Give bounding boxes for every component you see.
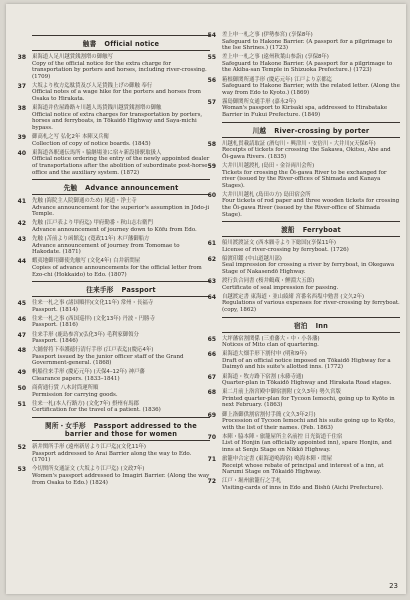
entry-english-title: Receipt whose rebate of principal and interest of a inn, at Narumi Stage on Tōkaidō Highway. bbox=[222, 462, 384, 476]
entry-japanese-title: 東海道大畑手形下割付申 (明和9年) bbox=[222, 351, 307, 358]
entry-english-title: Four tickets of rod paper and three wooden tickets for crossing the Ōi-gawa River (issued by the River-office of Shimada Stage). bbox=[222, 198, 400, 218]
entry-english-title: Safeguard to Hakone Barrier. (A passport for a pilgrimage to the Akiba-san Temple in Shizuoka Prefecture.) (1723) bbox=[222, 60, 393, 74]
catalog-entry bbox=[17, 444, 210, 464]
section-heading bbox=[32, 35, 210, 51]
entry-number: 69 bbox=[207, 411, 216, 419]
catalog-entry bbox=[207, 373, 400, 387]
catalog-entry bbox=[207, 335, 400, 349]
entry-japanese-title: 大坪藩宿割関係 (三重藩大・中・小各藩) bbox=[222, 335, 320, 342]
catalog-entry bbox=[17, 300, 210, 313]
entry-japanese-title: 箱根御関所通手形 (慶応元年) 江戸より京都迄 bbox=[222, 76, 333, 83]
catalog-entry bbox=[17, 149, 210, 176]
entry-japanese-title: 先触 (江戸表より甲府迄) 甲府勤番・秋山志右衛門 bbox=[32, 220, 153, 227]
entry-english-title: Visiting-cards of inns in Edo and Bishū (Aichi Prefecture). bbox=[222, 484, 384, 491]
entry-english-title: Safeguard to Hakone Barrier. (A passport for a pilgrimage to the Ise Shrines.) (1723) bbox=[222, 38, 393, 52]
catalog-entry bbox=[207, 478, 400, 491]
catalog-entry bbox=[17, 54, 210, 80]
section-heading-jp: 宿泊 bbox=[293, 321, 308, 330]
entry-number: 58 bbox=[207, 140, 216, 148]
entry-english-title: Draft of an official notice imposed on Tōkaidō Highway for a Daimyō and his suite's allotted inns. (1772) bbox=[222, 357, 391, 371]
entry-japanese-title: 渡行負合同書 (桜井鶴蔵・鯉淵大五郎) bbox=[222, 278, 315, 285]
entry-number: 54 bbox=[207, 32, 216, 39]
section-heading bbox=[222, 221, 400, 237]
entry-japanese-title: 大井川川越札 (島田の方) 島田宿会所 bbox=[222, 191, 311, 198]
entry-english-title: Passport. (1816) bbox=[32, 322, 78, 329]
catalog-entry bbox=[207, 411, 400, 432]
entry-japanese-title: 東海道并佐屋路路々川越人馬賃銭川越賃銭割増の御触 bbox=[32, 105, 162, 112]
catalog-entry bbox=[207, 140, 400, 161]
section-heading-jp: 触書 bbox=[82, 40, 97, 48]
entry-number: 62 bbox=[207, 255, 216, 263]
section-heading-en: Inn bbox=[315, 321, 329, 330]
catalog-entry bbox=[207, 32, 400, 52]
entry-japanese-title: 帆船往来手形 (慶応元年) (天保4–12年) 神戸藩 bbox=[32, 369, 145, 376]
entry-number: 41 bbox=[17, 198, 26, 206]
catalog-entry bbox=[207, 293, 400, 314]
section-heading-jp: 先触 bbox=[63, 184, 78, 193]
entry-english-title: Receipts of tickets for crossing the Sakawa, Okitsu, Abe and Ōi-gawa Rivers. (1835) bbox=[222, 147, 391, 160]
entry-english-title: Certification for the travel of a patient. (1836) bbox=[32, 407, 161, 414]
entry-japanese-title: 旅籠申合定書 (東海道鳴海宿) 鳴海本陣・問屋 bbox=[222, 456, 333, 463]
entry-english-title: Passport. (1846) bbox=[32, 338, 78, 345]
catalog-page bbox=[6, 4, 406, 594]
entry-number: 61 bbox=[207, 240, 216, 248]
entry-number: 70 bbox=[207, 433, 216, 441]
entry-number: 63 bbox=[207, 278, 216, 286]
catalog-entry bbox=[207, 433, 400, 454]
entry-japanese-title: 蝦夷地御用御使先触写 (文化4年) 白井新問屋 bbox=[32, 258, 141, 265]
catalog-entry bbox=[17, 105, 210, 131]
catalog-entry bbox=[17, 315, 210, 329]
catalog-entry bbox=[207, 456, 400, 476]
entry-japanese-title: 船渡印鑑 (中山道越川部) bbox=[222, 255, 282, 262]
entry-japanese-title: 新井関所手形 (遠州新居より江戸迄)(文化11年) bbox=[32, 444, 147, 451]
section-heading bbox=[32, 281, 210, 297]
entry-japanese-title: 御高札之写 弘化2年 本陣又兵衛 bbox=[32, 134, 109, 141]
catalog-entry bbox=[17, 466, 210, 486]
entry-english-title: Notices of Mito clan of quartering. bbox=[222, 342, 319, 349]
section-heading bbox=[32, 179, 210, 195]
entry-english-title: Procession of Tycoon Iemochi and his suite going up to Kyōto, with the list of their names. (Feb. 1863) bbox=[222, 418, 396, 431]
entry-japanese-title: 往来一札之事 (諸国順拝)(文化11年) 常州・長福寺 bbox=[32, 300, 154, 307]
entry-number: 44 bbox=[17, 258, 26, 266]
entry-english-title: Passport addressed to Arai Barrier along the way to Edo. (1701) bbox=[32, 450, 192, 464]
entry-english-title: Permission for carrying goods. bbox=[32, 391, 118, 398]
entry-english-title: Tickets for crossing the Ōi-gawa River to be exchanged for river (issued by the River-offices of Shimada and Kanaya Stages). bbox=[222, 169, 387, 189]
entry-number: 38 bbox=[17, 54, 26, 61]
entry-japanese-title: 大坂より枚方迄駄賃及び人足賃銭上げの御触 奉行 bbox=[32, 82, 153, 89]
entry-number: 67 bbox=[207, 373, 216, 381]
entry-japanese-title: 東海道人足川越賃銭割増の御触写 bbox=[32, 54, 113, 60]
left-column bbox=[17, 32, 210, 489]
entry-japanese-title: 東二月前上洛宮殿中御宿割附 (文久3年) 勢久宮版 bbox=[222, 389, 341, 396]
entry-english-title: Quarter-plan in Tōkaidō Highway and Hirakata Road stages. bbox=[222, 380, 392, 387]
entry-japanese-title: 大鋪督将下奉護徳行清行手形 (江戸表迄)(慶応4年) bbox=[32, 347, 154, 354]
entry-number: 43 bbox=[17, 236, 26, 244]
entry-japanese-title: 差上申一札之事 (遠州秋葉山参詣) (享保8年) bbox=[222, 54, 329, 61]
entry-english-title: Clearance papers. (1833–1841) bbox=[32, 376, 120, 383]
entry-japanese-title: 東海道各駅通伝馬所・脇継場並に宿々新設掛駅取扱人 bbox=[32, 149, 162, 156]
catalog-entry bbox=[207, 255, 400, 276]
entry-japanese-title: 川越札貫載請取証 (酒匂川・興津川・安倍川・大井川)(天保6年) bbox=[222, 140, 376, 147]
entry-english-title: Advance announcement of journey down to Kōfu from Edo. bbox=[32, 226, 197, 233]
entry-number: 60 bbox=[207, 191, 216, 199]
section-heading-en: River-crossing by porter bbox=[274, 126, 370, 135]
entry-number: 56 bbox=[207, 76, 216, 84]
entry-japanese-title: 東海道・牧方路下宿割 (永藤寺通) bbox=[222, 373, 304, 380]
entry-english-title: Advance announcement of journey from Tomomae to Hakodate. (1871) bbox=[32, 242, 180, 256]
entry-number: 42 bbox=[17, 220, 26, 228]
entry-japanese-title: 先触 (海院主人院御通のため) 尾道・浄土寺 bbox=[32, 198, 137, 205]
entry-number: 66 bbox=[207, 351, 216, 359]
catalog-entry bbox=[17, 385, 210, 398]
entry-number: 48 bbox=[17, 347, 26, 355]
entry-english-title: Certificate of seal impression for passing. bbox=[222, 284, 339, 291]
entry-english-title: Collection of copy of notice boards. (1845) bbox=[32, 140, 151, 147]
entry-english-title: Official notice of extra charges for transportation by porters, horses and ferryboats, in Tōkaidō Highway and Saya-michi bypass. bbox=[32, 111, 203, 131]
section-heading-jp: 関所・女手形 bbox=[45, 422, 86, 431]
section-heading-en: Passport bbox=[121, 286, 156, 295]
entry-japanese-title: 霧島御関所女通手形 (嘉永2年) bbox=[222, 98, 297, 105]
entry-number: 45 bbox=[17, 300, 26, 308]
entry-japanese-title: 往来手形 (鹿島参宮)(弘化3年) 毛利家御領分 bbox=[32, 331, 139, 338]
entry-english-title: Woman's passport to Kirisaki spa, addressed to Hirabatake Barrier in Fukui Prefecture. (1849) bbox=[222, 105, 388, 119]
entry-english-title: Regulations of various expenses for river-crossing by ferryboat. (copy, 1862) bbox=[222, 300, 400, 313]
entry-number: 55 bbox=[207, 54, 216, 62]
section-heading-en: Advance announcement bbox=[85, 184, 179, 193]
entry-english-title: Copies of advance announcements for the official letter from Ezo-chi (Hokkaido) to Edo. (1807) bbox=[32, 264, 202, 278]
page-number: 23 bbox=[389, 582, 398, 590]
entry-japanese-title: 本陣・脇本陣・旅籠屋所主名前控 日光街道千住宿 bbox=[222, 433, 343, 440]
entry-english-title: Women's passport addressed to Imagiri Barrier. (Along the way from Osaka to Edo.) (1824) bbox=[32, 472, 210, 486]
entry-number: 51 bbox=[17, 400, 26, 408]
entry-japanese-title: 自越渡定書 東海道・並山綾緒 宮番名西塩中勉書 (文久2年) bbox=[222, 293, 365, 300]
section-heading-en: Passport addressed to the barrier and those for women bbox=[64, 422, 197, 439]
catalog-entry bbox=[17, 198, 210, 218]
catalog-entry bbox=[207, 191, 400, 218]
entry-english-title: Safeguard to Hakone Barrier, with the related letter. (Along the way from Edo to Kyoto.) (1869) bbox=[222, 83, 400, 96]
entry-japanese-title: 大井川川越渡札 (島田・金谷両川会所) bbox=[222, 162, 315, 169]
entry-number: 49 bbox=[17, 369, 26, 377]
catalog-entry bbox=[207, 76, 400, 97]
catalog-entry bbox=[17, 400, 210, 414]
catalog-entry bbox=[17, 134, 210, 147]
entry-english-title: Seal impression for crossing a river by ferryboat, in Okegawa Stage of Nakasendō Highway. bbox=[222, 262, 395, 276]
catalog-entry bbox=[17, 82, 210, 103]
entry-number: 37 bbox=[17, 82, 26, 90]
right-column bbox=[207, 32, 400, 494]
entry-japanese-title: 商荷通行賃 八木封筒運所順 bbox=[32, 385, 99, 392]
entry-english-title: Copy of the official notice for the extra charge for transportation by porters and horses, including river-crossing. (1709) bbox=[32, 60, 207, 80]
entry-japanese-title: 往来一札(本人行路方) (文化7年) 摂州有馬郡 bbox=[32, 400, 139, 407]
section-heading-en: Ferryboat bbox=[302, 226, 341, 235]
entry-number: 50 bbox=[17, 385, 26, 393]
catalog-entry bbox=[207, 98, 400, 119]
section-heading-jp: 川越 bbox=[252, 126, 267, 135]
section-heading bbox=[222, 122, 400, 138]
entry-number: 53 bbox=[17, 466, 26, 474]
entry-english-title: Official notice ordering the entry of the newly appointed dealer of transportations after the abolition of subordinate post-horse office and the auxiliary system. (1872) bbox=[32, 156, 210, 176]
entry-number: 71 bbox=[207, 456, 216, 464]
entry-number: 64 bbox=[207, 293, 216, 301]
section-heading-jp: 渡船 bbox=[281, 226, 295, 235]
entry-japanese-title: 先触 (苫前より函館迄) (寛政11年) 木戸藩御船方 bbox=[32, 236, 150, 243]
entry-japanese-title: 今切関所女通証文 (大坂より江戸迄) (文政7年) bbox=[32, 466, 145, 473]
catalog-entry bbox=[17, 331, 210, 345]
entry-number: 59 bbox=[207, 162, 216, 170]
entry-english-title: License of river-crossing by ferryboat. (1726) bbox=[222, 246, 349, 253]
section-heading bbox=[222, 317, 400, 333]
section-heading-jp: 往来手形 bbox=[86, 286, 114, 295]
catalog-entry bbox=[17, 236, 210, 256]
entry-english-title: Passport. (1814) bbox=[32, 306, 78, 313]
entry-english-title: List of Honjin (an officially appointed inn), spare Honjin, and inns at Senju Stage on Nikkō Highway. bbox=[222, 440, 392, 453]
entry-japanese-title: 往来一札之事 (西国巡拝) (文化13年) 丹波・円勝寺 bbox=[32, 315, 155, 322]
entry-number: 65 bbox=[207, 335, 216, 343]
section-heading bbox=[32, 417, 210, 441]
catalog-entry bbox=[17, 347, 210, 367]
entry-english-title: Advance announcement for the superior's assumption in Jōdo-ji Temple. bbox=[32, 204, 210, 218]
entry-japanese-title: 船川渡渡証文 (西本願寺より下総国)(享保11年) bbox=[222, 240, 337, 247]
entry-number: 52 bbox=[17, 444, 26, 452]
entry-japanese-title: 御上洛御供割宿割付手簡 (文久3年2月) bbox=[222, 411, 316, 418]
entry-number: 57 bbox=[207, 98, 216, 106]
entry-english-title: Passport issued by the junior officer staff of the Grand Government-general. (1868) bbox=[32, 353, 184, 367]
entry-number: 38 bbox=[17, 105, 26, 113]
entry-number: 39 bbox=[17, 134, 26, 142]
entry-number: 68 bbox=[207, 389, 216, 397]
catalog-entry bbox=[207, 240, 400, 253]
entry-number: 47 bbox=[17, 331, 26, 339]
entry-english-title: Official notes of a wage hike for the porters and horses from Osaka to Hirakata. bbox=[32, 89, 201, 103]
entry-number: 46 bbox=[17, 315, 26, 323]
entry-number: 40 bbox=[17, 149, 26, 157]
catalog-entry bbox=[207, 162, 400, 189]
catalog-entry bbox=[17, 258, 210, 278]
catalog-entry bbox=[207, 351, 400, 371]
section-heading-en: Official notice bbox=[104, 40, 160, 48]
catalog-entry bbox=[207, 278, 400, 291]
entry-number: 72 bbox=[207, 478, 216, 486]
catalog-entry bbox=[207, 389, 400, 409]
catalog-entry bbox=[207, 54, 400, 74]
entry-japanese-title: 江戸・堀州旅籠行之手札 bbox=[222, 478, 282, 485]
catalog-entry bbox=[17, 369, 210, 383]
catalog-entry bbox=[17, 220, 210, 233]
entry-japanese-title: 差上申一札之事 (伊勢参宮) (享保8年) bbox=[222, 32, 313, 38]
entry-english-title: Printed quarter-plan for Tycoon Iemochi, going up to Kyōto in next February. (1863) bbox=[222, 395, 395, 409]
